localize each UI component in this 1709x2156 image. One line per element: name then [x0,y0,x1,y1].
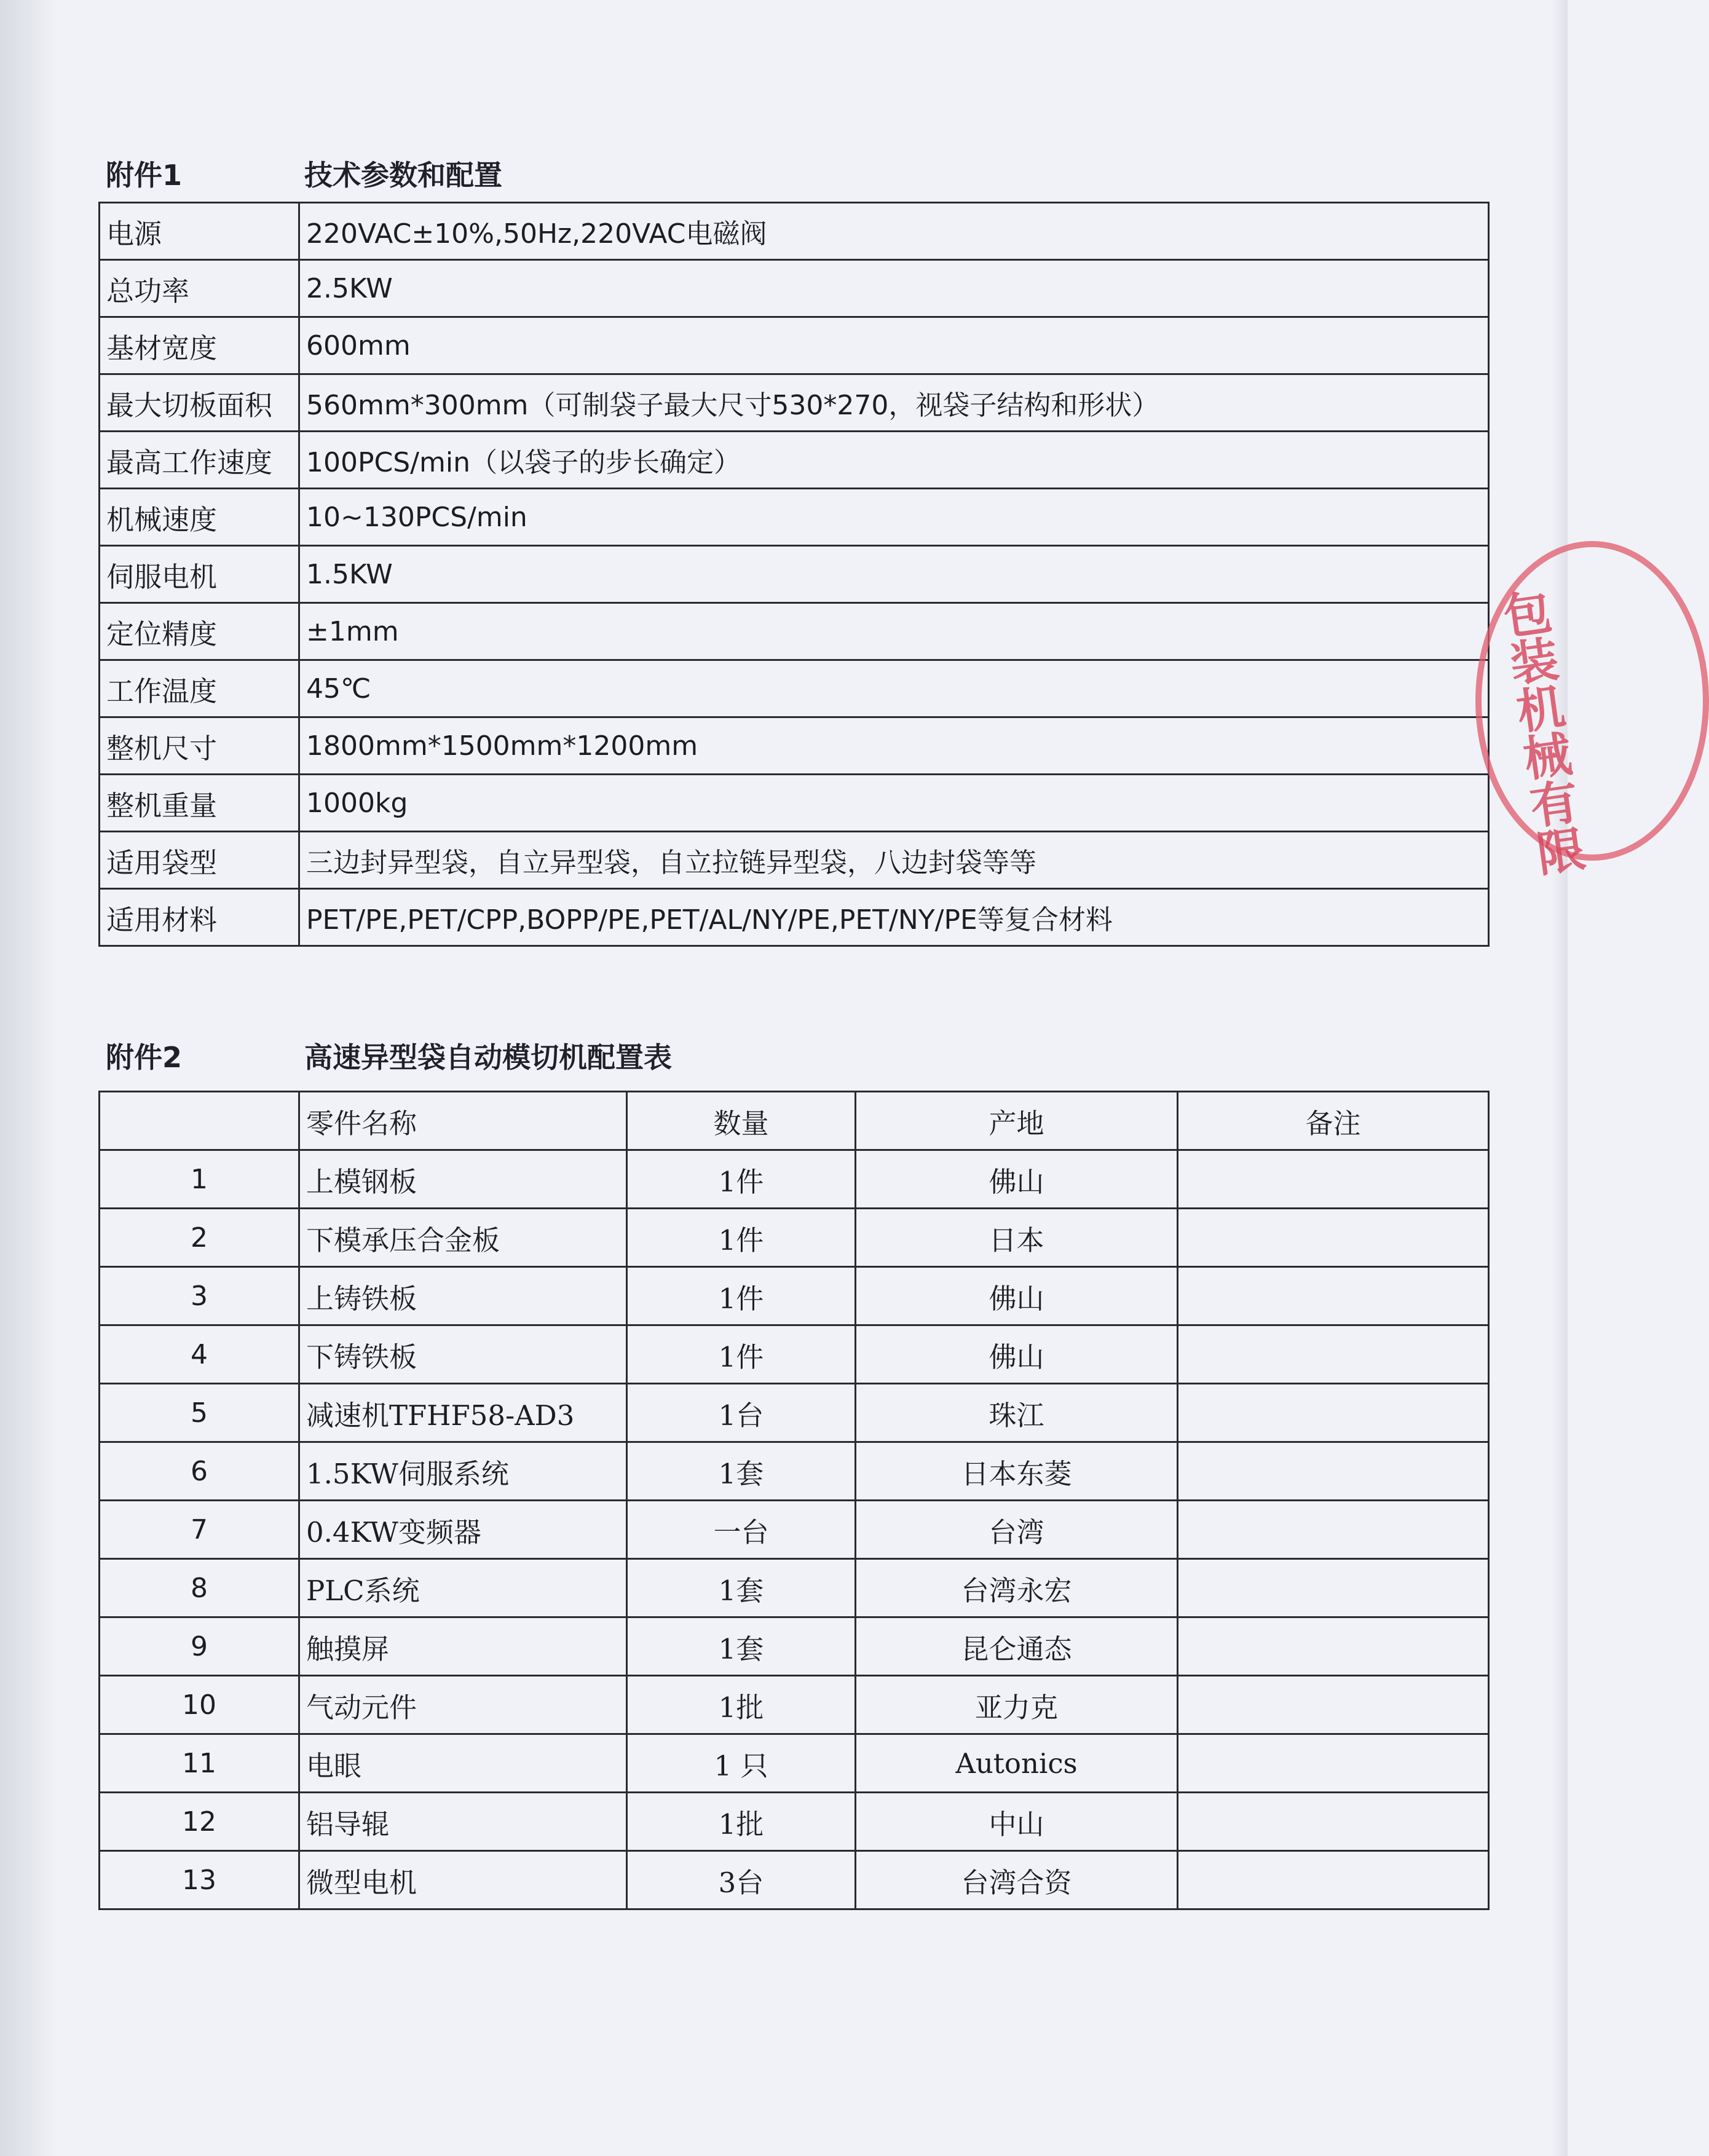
spec-param-name: 最大切板面积 [100,374,299,432]
scan-edge-right [1552,0,1568,2156]
config-table [98,1091,1490,1910]
config-row [100,1325,1489,1384]
spec-row [100,832,1489,889]
config-note [1178,1384,1489,1442]
config-index: 4 [100,1325,299,1384]
spec-param-value: 1000kg [299,775,1489,832]
config-origin: 佛山 [856,1267,1178,1325]
config-origin: 珠江 [856,1384,1178,1442]
header-index [100,1092,299,1150]
config-quantity: 3台 [627,1851,856,1909]
spec-param-name: 机械速度 [100,489,299,546]
config-part-name: 下铸铁板 [299,1325,627,1384]
config-quantity: 1套 [627,1442,856,1501]
spec-param-value: 45℃ [299,660,1489,717]
config-part-name: 上模钢板 [299,1150,627,1209]
config-note [1178,1267,1489,1325]
config-note [1178,1501,1489,1559]
config-quantity: 1 只 [627,1734,856,1793]
spec-param-value: 三边封异型袋，自立异型袋，自立拉链异型袋，八边封袋等等 [299,832,1489,889]
config-row [100,1734,1489,1793]
config-origin: 佛山 [856,1325,1178,1384]
config-note [1178,1617,1489,1676]
config-part-name: 下模承压合金板 [299,1209,627,1267]
config-origin: 台湾 [856,1501,1178,1559]
spec-row [100,374,1489,432]
config-index: 13 [100,1851,299,1909]
spec-row [100,889,1489,946]
spec-param-value: ±1mm [299,603,1489,660]
header-part-name: 零件名称 [299,1092,627,1150]
config-note [1178,1793,1489,1851]
spec-param-name: 工作温度 [100,660,299,717]
spec-row [100,489,1489,546]
config-part-name: 上铸铁板 [299,1267,627,1325]
spec-table-body [100,203,1489,946]
config-index: 10 [100,1676,299,1734]
spec-row [100,432,1489,489]
config-row [100,1267,1489,1325]
config-quantity: 1件 [627,1209,856,1267]
spec-param-name: 伺服电机 [100,546,299,603]
config-part-name: 气动元件 [299,1676,627,1734]
spec-param-value: 600mm [299,317,1489,374]
spec-row [100,660,1489,717]
spec-param-name: 电源 [100,203,299,260]
spec-row [100,260,1489,317]
config-index: 1 [100,1150,299,1209]
spec-row [100,203,1489,260]
config-note [1178,1209,1489,1267]
config-note [1178,1150,1489,1209]
config-quantity: 1台 [627,1384,856,1442]
spec-param-value: 2.5KW [299,260,1489,317]
config-row [100,1676,1489,1734]
config-index: 9 [100,1617,299,1676]
config-note [1178,1734,1489,1793]
config-header-row [100,1092,1489,1150]
config-note [1178,1851,1489,1909]
config-origin: 佛山 [856,1150,1178,1209]
config-part-name: 触摸屏 [299,1617,627,1676]
attachment1-label: 附件1 [106,159,183,192]
spec-row [100,546,1489,603]
config-row [100,1559,1489,1617]
config-index: 3 [100,1267,299,1325]
config-note [1178,1442,1489,1501]
spec-param-value: 1.5KW [299,546,1489,603]
config-row [100,1209,1489,1267]
spec-param-name: 最高工作速度 [100,432,299,489]
config-row [100,1384,1489,1442]
spec-param-value: 1800mm*1500mm*1200mm [299,717,1489,775]
config-quantity: 一台 [627,1501,856,1559]
config-part-name: 电眼 [299,1734,627,1793]
config-origin: 日本东菱 [856,1442,1178,1501]
config-quantity: 1件 [627,1325,856,1384]
config-origin: 亚力克 [856,1676,1178,1734]
config-origin: Autonics [856,1734,1178,1793]
config-note [1178,1325,1489,1384]
config-part-name: 减速机TFHF58-AD3 [299,1384,627,1442]
config-quantity: 1件 [627,1267,856,1325]
config-note [1178,1559,1489,1617]
config-index: 7 [100,1501,299,1559]
spec-row [100,317,1489,374]
config-origin: 台湾合资 [856,1851,1178,1909]
config-origin: 中山 [856,1793,1178,1851]
spec-table [98,202,1490,947]
config-row [100,1501,1489,1559]
config-part-name: PLC系统 [299,1559,627,1617]
config-quantity: 1套 [627,1559,856,1617]
spec-param-name: 基材宽度 [100,317,299,374]
config-origin: 台湾永宏 [856,1559,1178,1617]
attachment2-title: 高速异型袋自动模切机配置表 [304,1041,672,1074]
config-index: 12 [100,1793,299,1851]
config-quantity: 1批 [627,1676,856,1734]
header-note: 备注 [1178,1092,1489,1150]
config-table-body [100,1150,1489,1909]
config-row [100,1150,1489,1209]
config-part-name: 铝导辊 [299,1793,627,1851]
config-index: 2 [100,1209,299,1267]
config-row [100,1851,1489,1909]
spec-param-value: 10~130PCS/min [299,489,1489,546]
config-index: 5 [100,1384,299,1442]
spec-param-name: 定位精度 [100,603,299,660]
config-row [100,1617,1489,1676]
config-quantity: 1件 [627,1150,856,1209]
config-part-name: 1.5KW伺服系统 [299,1442,627,1501]
config-row [100,1442,1489,1501]
company-seal-text: 包装机械有限 [1492,585,1588,879]
config-origin: 日本 [856,1209,1178,1267]
spec-row [100,775,1489,832]
header-quantity: 数量 [627,1092,856,1150]
config-quantity: 1套 [627,1617,856,1676]
spec-param-value: 560mm*300mm（可制袋子最大尺寸530*270，视袋子结构和形状） [299,374,1489,432]
spec-param-name: 整机尺寸 [100,717,299,775]
spec-param-name: 适用材料 [100,889,299,946]
config-note [1178,1676,1489,1734]
config-index: 6 [100,1442,299,1501]
attachment2-label: 附件2 [106,1041,183,1074]
spec-row [100,717,1489,775]
spec-param-name: 适用袋型 [100,832,299,889]
scan-edge-left [0,0,57,2156]
spec-param-value: 100PCS/min（以袋子的步长确定） [299,432,1489,489]
attachment1-title: 技术参数和配置 [304,159,502,192]
spec-param-value: 220VAC±10%,50Hz,220VAC电磁阀 [299,203,1489,260]
spec-param-value: PET/PE,PET/CPP,BOPP/PE,PET/AL/NY/PE,PET/NY/PE等复合材料 [299,889,1489,946]
spec-param-name: 总功率 [100,260,299,317]
config-origin: 昆仑通态 [856,1617,1178,1676]
config-index: 11 [100,1734,299,1793]
config-quantity: 1批 [627,1793,856,1851]
header-origin: 产地 [856,1092,1178,1150]
spec-param-name: 整机重量 [100,775,299,832]
spec-row [100,603,1489,660]
config-part-name: 0.4KW变频器 [299,1501,627,1559]
config-part-name: 微型电机 [299,1851,627,1909]
config-row [100,1793,1489,1851]
config-index: 8 [100,1559,299,1617]
